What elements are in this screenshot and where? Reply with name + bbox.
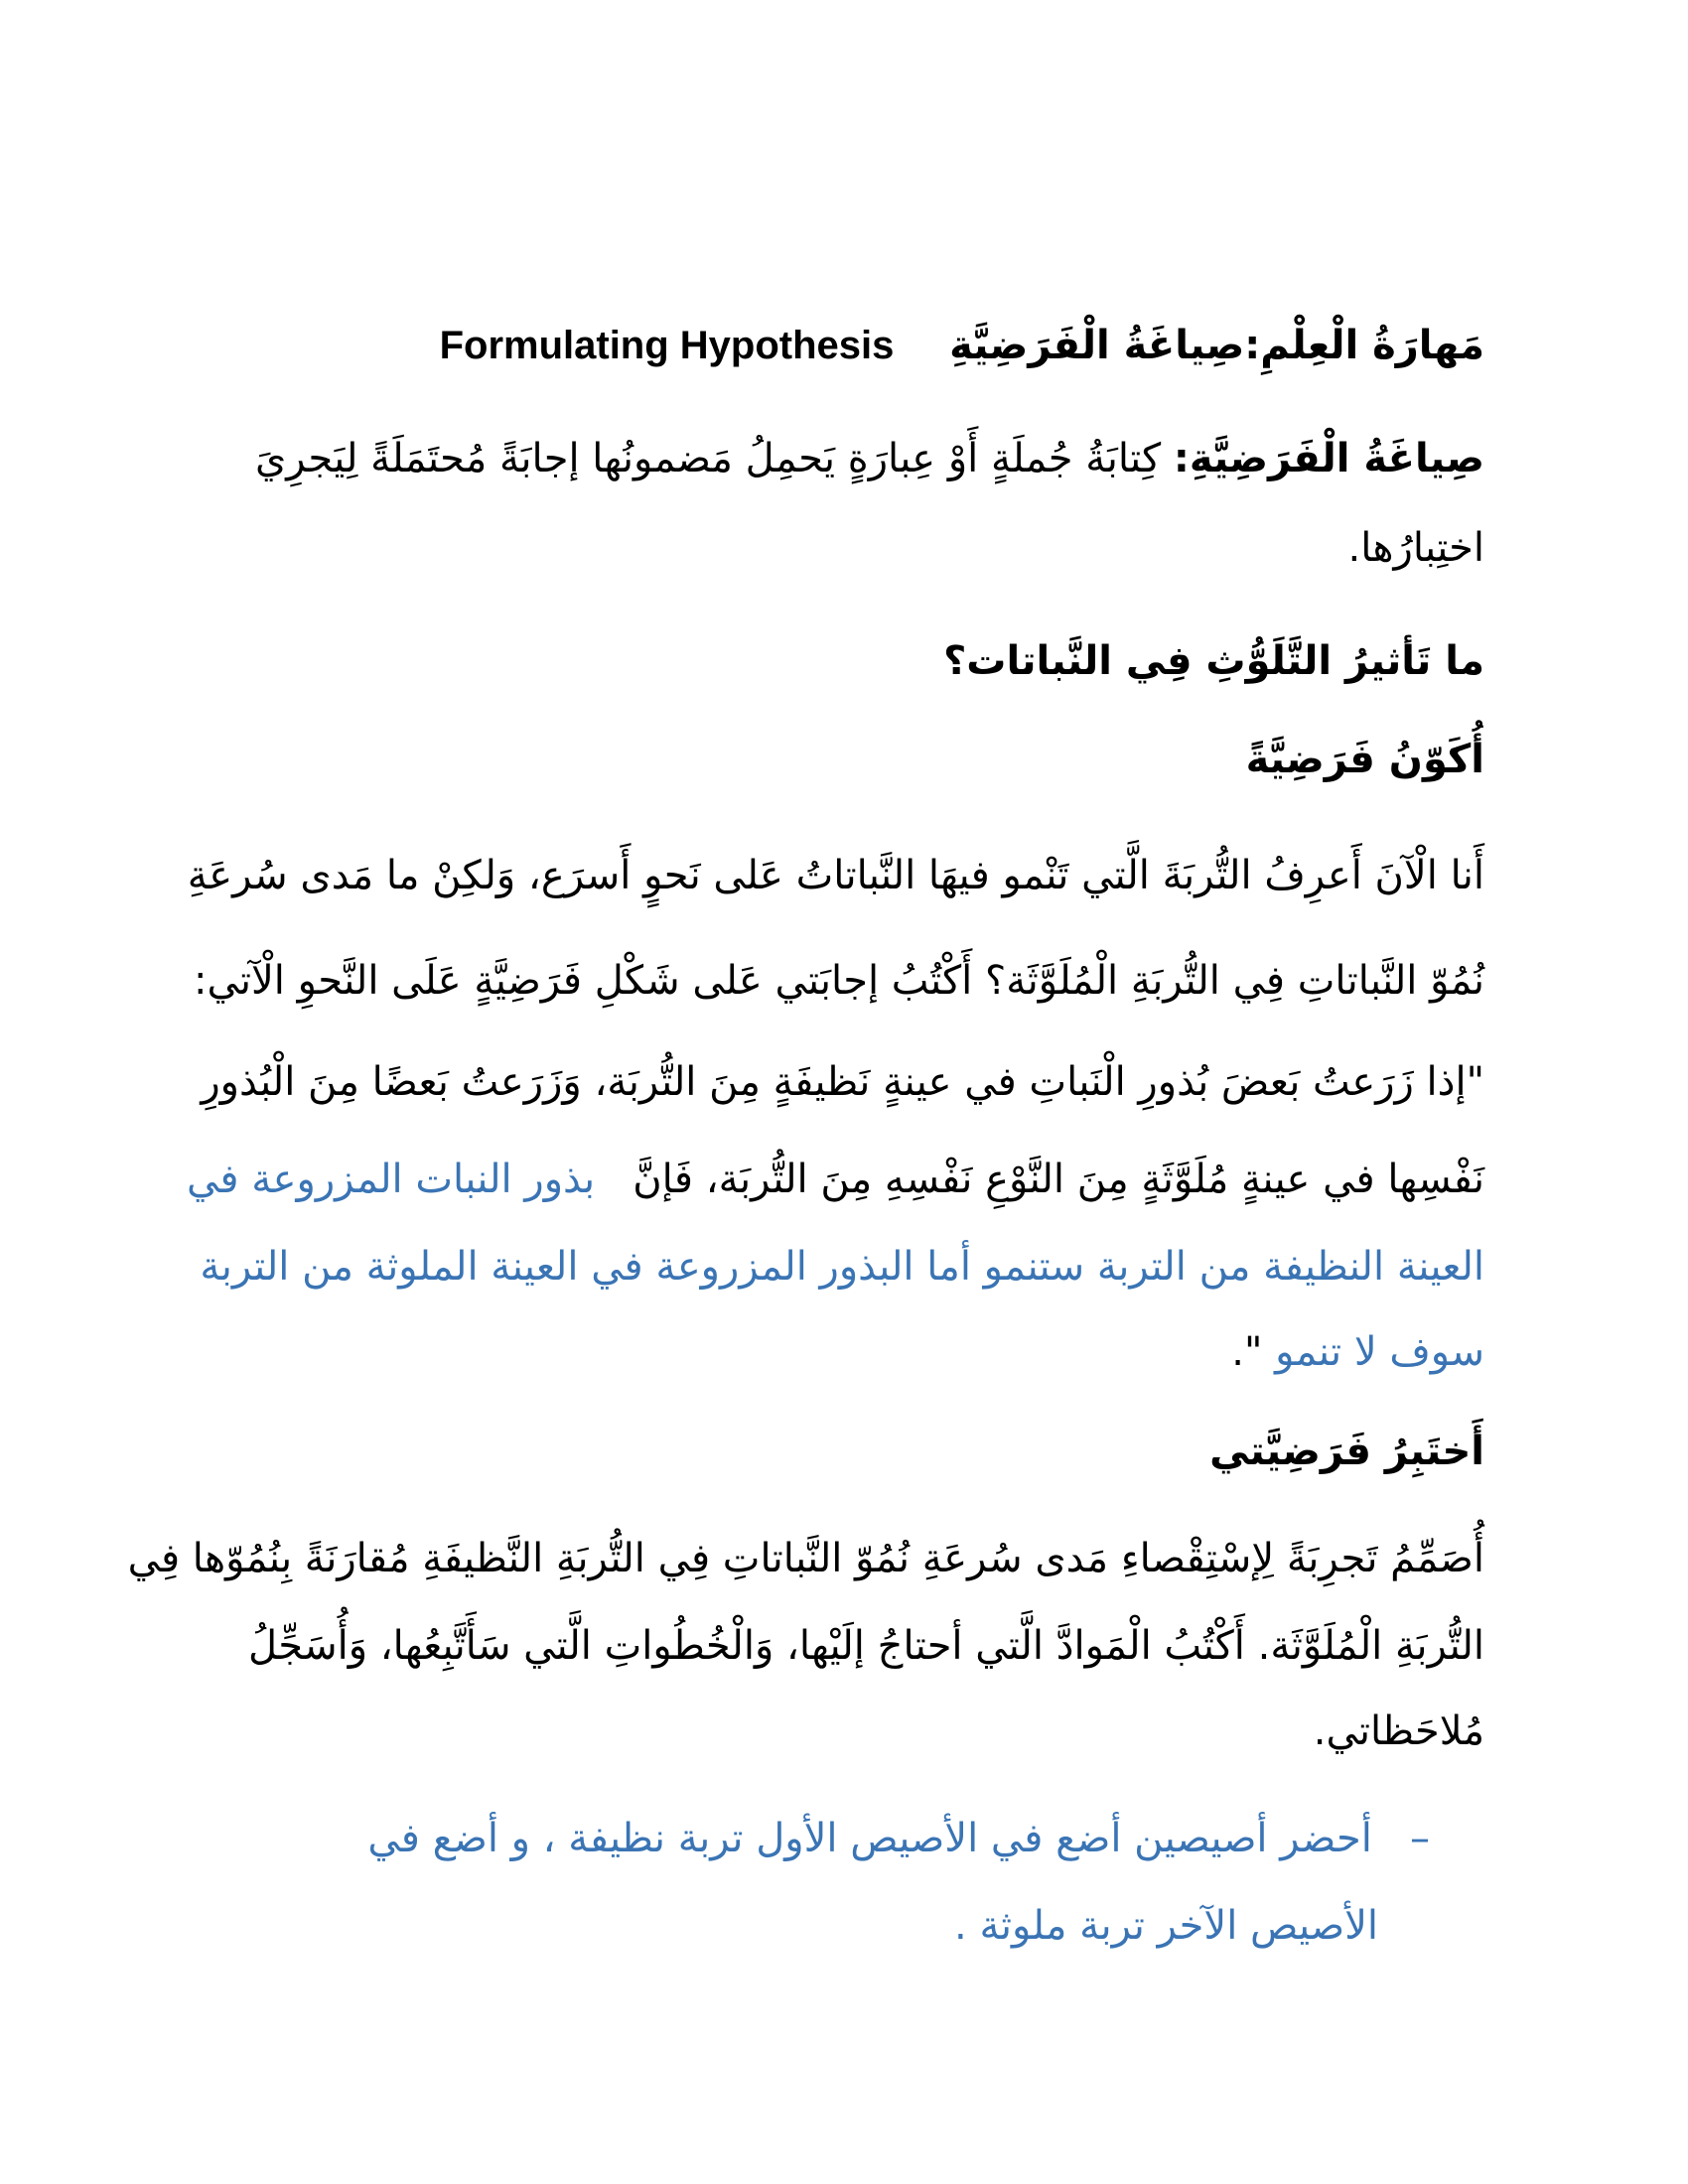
section-heading-form-hypothesis: أُكَوّنُ فَرَضِيَّةً [1245,737,1484,782]
document-title [440,316,1484,375]
paragraph-line: نُمُوّ النَّباتاتِ فِي التُّربَةِ الْمُلَوَّثَة؟ أَكْتُبُ إجابَتي عَلى شَكْلِ فَرَضِيَّةٍ عَلَى النَّحوِ الْآتي: [194,958,1484,1004]
hypothesis-text: نَفْسِها في عينةٍ مُلَوَّثَةٍ مِنَ النَّوْعِ نَفْسِهِ مِنَ التُّربَة، فَإنَّ [633,1157,1484,1202]
hypothesis-answer-end: سوف لا تنمو [1275,1329,1484,1375]
title-arabic: مَهارَةُ الْعِلْمِ:صِياغَةُ الْفَرَضِيَّةِ [949,323,1484,368]
paragraph-line [187,1150,1484,1209]
hypothesis-answer-line [1231,1322,1484,1382]
paragraph-line: مُلاحَظاتي. [1313,1708,1484,1754]
definition-line-1 [255,429,1484,488]
question-heading: ما تَأثيرُ التَّلَوُّثِ فِي النَّباتات؟ [943,638,1484,684]
closing-quote: ". [1231,1329,1263,1375]
list-item [367,1809,1430,1868]
section-heading-test-hypothesis: أَختَبِرُ فَرَضِيَّتي [1209,1429,1484,1474]
list-item-continuation: الأصيص الآخر تربة ملوثة . [954,1903,1378,1949]
definition-term: صِياغَةُ الْفَرَضِيَّةِ: [1173,436,1484,481]
bullet-dash: – [1410,1816,1430,1861]
definition-line-2: اختِبارُها. [1347,525,1484,571]
paragraph-line: "إذا زَرَعتُ بَعضَ بُذورِ الْنَباتِ في عينةٍ نَظيفَةٍ مِنَ التُّربَة، وَزَرَعتُ بَعضًا مِنَ الْبُذورِ [201,1059,1484,1105]
list-item-text: أحضر أصيصين أضع في الأصيص الأول تربة نظيفة ، و أضع في [367,1816,1372,1861]
hypothesis-answer-line: العينة النظيفة من التربة ستنمو أما البذور المزروعة في العينة الملوثة من التربة [200,1244,1484,1290]
paragraph-line: التُّربَةِ الْمُلَوَّثَة. أَكْتُبُ الْمَوادَّ الَّتي أحتاجُ إلَيْها، وَالْخُطُواتِ الَّتي سَأَتَّبِعُها، وَأُسَجِّلُ [247,1623,1484,1669]
definition-text: كِتابَةُ جُملَةٍ أَوْ عِبارَةٍ يَحمِلُ مَضمونُها إجابَةً مُحتَمَلَةً لِيَجرِيَ [254,436,1162,481]
title-english: Formulating Hypothesis [439,324,895,367]
paragraph-line: أَنا الْآنَ أَعرِفُ التُّربَةَ الَّتي تَنْمو فيهَا النَّباتاتُ عَلى نَحوٍ أَسرَع، وَلكِنْ ما مَدى سُرعَةِ [187,853,1484,898]
hypothesis-answer: بذور النبات المزروعة في [187,1157,596,1202]
paragraph-line: أُصَمِّمُ تَجرِبَةً لِإسْتِقْصاءِ مَدى سُرعَةِ نُمُوّ النَّباتاتِ فِي التُّربَةِ النَّظيفَةِ مُقارَنَةً بِنُمُوّها فِي [127,1536,1484,1581]
